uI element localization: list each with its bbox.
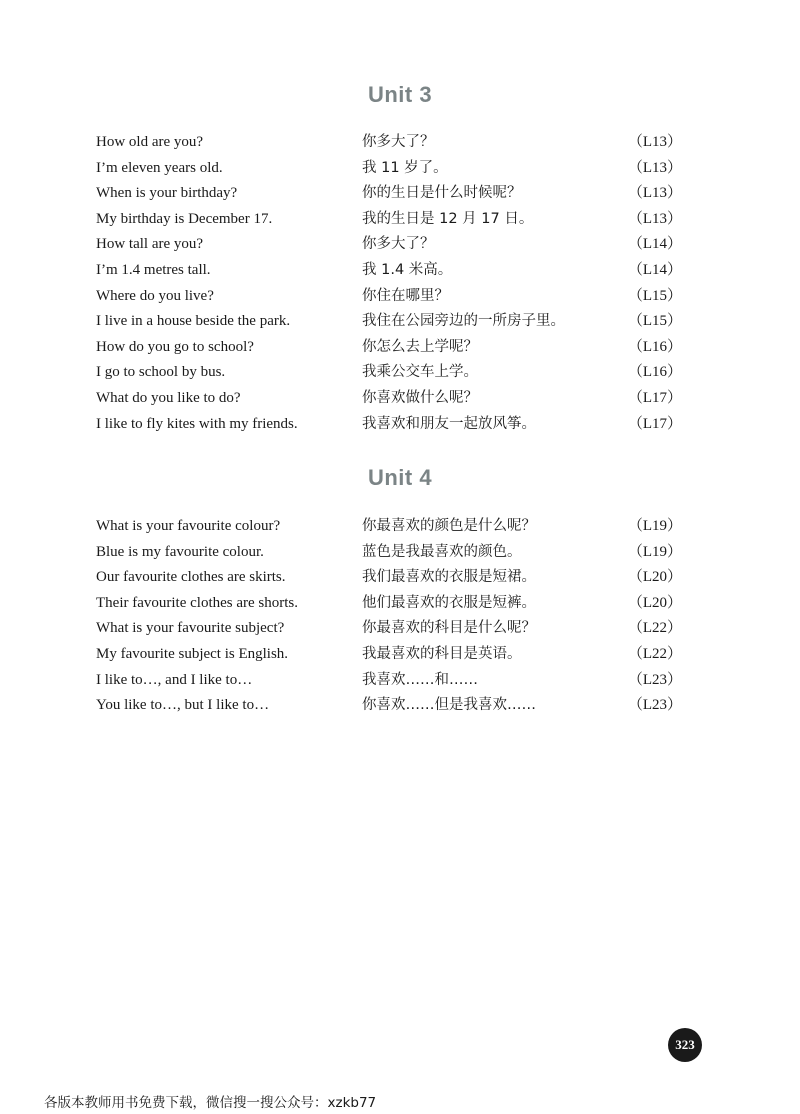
english-phrase: I’m 1.4 metres tall. <box>96 261 211 278</box>
lesson-reference: （L13） <box>627 185 682 202</box>
lesson-reference: （L22） <box>627 620 682 637</box>
phrase-row <box>96 412 686 438</box>
chinese-translation: 我喜欢……和…… <box>362 671 478 688</box>
phrase-row <box>96 130 686 156</box>
phrase-row <box>96 693 686 719</box>
english-phrase: I like to…, and I like to… <box>96 671 253 688</box>
phrase-row <box>96 591 686 617</box>
phrase-row <box>96 258 686 284</box>
lesson-reference: （L23） <box>627 671 682 688</box>
lesson-reference: （L16） <box>627 338 682 355</box>
lesson-reference: （L19） <box>627 518 682 534</box>
phrase-row <box>96 181 686 207</box>
chinese-translation: 你的生日是什么时候呢？ <box>362 185 522 202</box>
phrase-row <box>96 386 686 412</box>
english-phrase: I go to school by bus. <box>96 364 226 381</box>
phrase-row <box>96 335 686 361</box>
lesson-reference: （L15） <box>627 313 682 330</box>
english-phrase: How do you go to school? <box>96 338 254 355</box>
chinese-translation: 他们最喜欢的衣服是短裤。 <box>362 594 536 611</box>
english-phrase: I’m eleven years old. <box>96 159 223 176</box>
english-phrase: When is your birthday? <box>96 185 238 202</box>
chinese-translation: 我喜欢和朋友一起放风筝。 <box>362 415 536 432</box>
footer-note: 各版本教师用书免费下载，微信搜一搜公众号：xzkb77 <box>44 1095 377 1111</box>
english-phrase: You like to…, but I like to… <box>96 697 270 714</box>
unit-3-title: Unit 3 <box>367 82 433 107</box>
english-phrase: Their favourite clothes are shorts. <box>96 594 299 611</box>
lesson-reference: （L14） <box>627 261 682 278</box>
chinese-translation: 我乘公交车上学。 <box>362 364 478 381</box>
phrase-row <box>96 514 686 540</box>
phrase-row <box>96 156 686 182</box>
unit-4-phrase-list <box>96 514 686 719</box>
lesson-reference: （L17） <box>627 389 682 406</box>
chinese-translation: 我住在公园旁边的一所房子里。 <box>362 313 565 330</box>
english-phrase: How old are you? <box>96 134 204 150</box>
english-phrase: I like to fly kites with my friends. <box>96 415 298 432</box>
unit-4-title: Unit 4 <box>367 465 433 490</box>
lesson-reference: （L14） <box>627 236 682 253</box>
english-phrase: What is your favourite subject? <box>96 620 285 637</box>
english-phrase: How tall are you? <box>96 236 204 253</box>
chinese-translation: 我 1.4 米高。 <box>362 261 453 278</box>
lesson-reference: （L15） <box>627 287 682 304</box>
unit-3-phrase-list <box>96 130 686 437</box>
chinese-translation: 你多大了？ <box>362 134 435 150</box>
phrase-row <box>96 284 686 310</box>
english-phrase: Where do you live? <box>96 287 214 304</box>
english-phrase: My birthday is December 17. <box>96 210 273 227</box>
lesson-reference: （L20） <box>627 569 682 586</box>
phrase-row <box>96 642 686 668</box>
phrase-row <box>96 360 686 386</box>
chinese-translation: 我 11 岁了。 <box>362 159 448 176</box>
lesson-reference: （L13） <box>627 134 682 150</box>
chinese-translation: 蓝色是我最喜欢的颜色。 <box>362 543 522 560</box>
chinese-translation: 你最喜欢的科目是什么呢？ <box>362 620 536 637</box>
english-phrase: I live in a house beside the park. <box>96 313 291 330</box>
lesson-reference: （L20） <box>627 594 682 611</box>
chinese-translation: 我最喜欢的科目是英语。 <box>362 645 522 662</box>
lesson-reference: （L22） <box>627 645 682 662</box>
lesson-reference: （L16） <box>627 364 682 381</box>
lesson-reference: （L23） <box>627 697 682 714</box>
page-number-badge: 323 <box>668 1028 702 1062</box>
lesson-reference: （L19） <box>627 543 682 560</box>
chinese-translation: 你最喜欢的颜色是什么呢？ <box>362 518 536 534</box>
chinese-translation: 你多大了？ <box>362 236 435 253</box>
chinese-translation: 我们最喜欢的衣服是短裙。 <box>362 569 536 586</box>
chinese-translation: 你喜欢做什么呢？ <box>362 389 478 406</box>
english-phrase: What is your favourite colour? <box>96 518 281 534</box>
chinese-translation: 你怎么去上学呢？ <box>362 338 478 355</box>
english-phrase: What do you like to do? <box>96 389 241 406</box>
chinese-translation: 你住在哪里？ <box>362 287 449 304</box>
english-phrase: Blue is my favourite colour. <box>96 543 264 560</box>
phrase-row <box>96 565 686 591</box>
phrase-row <box>96 668 686 694</box>
english-phrase: Our favourite clothes are skirts. <box>96 569 286 586</box>
phrase-row <box>96 309 686 335</box>
phrase-row <box>96 540 686 566</box>
lesson-reference: （L13） <box>627 210 682 227</box>
chinese-translation: 我的生日是 12 月 17 日。 <box>362 210 534 227</box>
lesson-reference: （L17） <box>627 415 682 432</box>
phrase-row <box>96 232 686 258</box>
phrase-row <box>96 616 686 642</box>
lesson-reference: （L13） <box>627 159 682 176</box>
chinese-translation: 你喜欢……但是我喜欢…… <box>362 697 536 714</box>
english-phrase: My favourite subject is English. <box>96 645 289 662</box>
phrase-row <box>96 207 686 233</box>
